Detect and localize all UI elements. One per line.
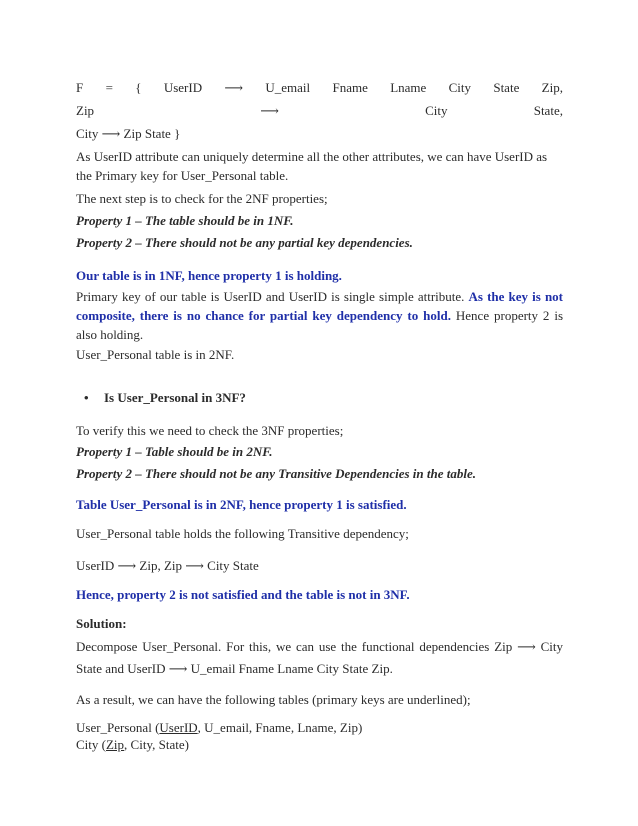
fd-token: U_email [265, 80, 311, 95]
table-attributes: , U_email, Fname, Lname, Zip) [197, 720, 363, 735]
fd-token: State, [533, 103, 563, 118]
fd-token: F [76, 80, 84, 95]
bullet-item [76, 388, 563, 407]
next-step-text: The next step is to check for the 2NF properties; [76, 191, 328, 206]
fd-token: Lname [390, 80, 427, 95]
nf3-satisfied: Table User_Personal is in 2NF, hence property 1 is satisfied. [76, 497, 407, 512]
fd-token: Fname [332, 80, 368, 95]
solution-decompose: Decompose User_Personal. For this, we can use the functional dependencies Zip ⟶ City State and UserID ⟶ U_email Fname Lname City State Zip. [76, 639, 563, 676]
table-attributes: , City, State) [124, 737, 189, 752]
arrow-icon: ⟶ [224, 80, 244, 95]
table-user-personal [76, 719, 563, 736]
bullet-dot-icon: • [84, 390, 89, 405]
fd-token: = [105, 80, 113, 95]
nf3-holds: User_Personal table holds the following Transitive dependency; [76, 526, 409, 541]
document-page [76, 72, 563, 753]
solution-heading: Solution: [76, 616, 127, 631]
fd-token: State [493, 80, 520, 95]
bullet-text: Is User_Personal in 3NF? [104, 390, 246, 405]
nf3-property-2: Property 2 – There should not be any Transitive Dependencies in the table. [76, 466, 476, 481]
nf2-property-1: Property 1 – The table should be in 1NF. [76, 213, 294, 228]
nf2-explanation [76, 287, 563, 344]
nf3-not-3nf: Hence, property 2 is not satisfied and the table is not in 3NF. [76, 587, 410, 602]
fd-token: City [425, 103, 448, 118]
fd-line-3: City ⟶ Zip State } [76, 126, 181, 141]
nf3-property-1: Property 1 – Table should be in 2NF. [76, 444, 273, 459]
primary-key: UserID [159, 720, 198, 735]
primary-key: Zip [105, 737, 125, 752]
fd-token: City [448, 80, 472, 95]
nf3-verify: To verify this we need to check the 3NF properties; [76, 423, 344, 438]
nf2-para-b: As the key is not composite, there is no chance for partial key dependency to hold. [76, 289, 564, 323]
fd-token: Zip [76, 103, 95, 118]
table-name: User_Personal ( [76, 720, 160, 735]
fd-token: UserID [163, 80, 203, 95]
fd-line-1 [76, 78, 563, 97]
nf2-para-a: Primary key of our table is UserID and UserID is single simple attribute. [76, 289, 465, 304]
nf2-holding: Our table is in 1NF, hence property 1 is holding. [76, 268, 342, 283]
arrow-icon: ⟶ [260, 103, 279, 118]
nf2-para-c: Hence property 2 is also holding. [76, 308, 564, 342]
fd-token: Zip, [541, 80, 563, 95]
nf2-result: User_Personal table is in 2NF. [76, 347, 235, 362]
fd-line-2 [76, 101, 563, 120]
nf3-dependency: UserID ⟶ Zip, Zip ⟶ City State [76, 558, 259, 573]
fd-token: { [135, 80, 142, 95]
nf2-property-2: Property 2 – There should not be any partial key dependencies. [76, 235, 413, 250]
pk-paragraph: As UserID attribute can uniquely determine all the other attributes, we can have UserID as the Primary key for User_Personal table. [76, 149, 548, 183]
table-name: City ( [76, 737, 106, 752]
solution-result: As a result, we can have the following tables (primary keys are underlined); [76, 692, 471, 707]
table-city [76, 736, 563, 753]
